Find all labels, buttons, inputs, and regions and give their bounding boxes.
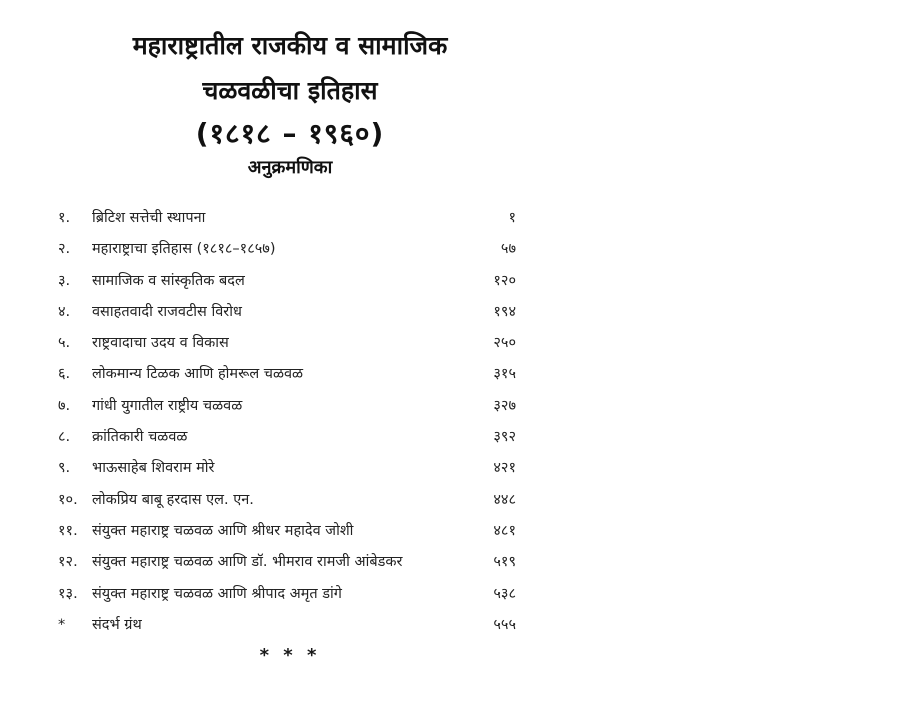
toc-number: ११. xyxy=(58,522,78,539)
contents-heading: अनुक्रमणिका xyxy=(247,157,333,178)
toc-number: ९. xyxy=(58,460,71,477)
toc-row xyxy=(58,547,520,578)
toc-number: १२. xyxy=(58,554,78,571)
toc-row xyxy=(58,610,520,641)
toc-page-number: १ xyxy=(508,210,516,226)
book-years: (१८१८ – १९६०) xyxy=(195,117,385,150)
toc-row xyxy=(58,422,520,453)
toc-page-number: ४८१ xyxy=(493,522,516,539)
toc-row xyxy=(58,328,520,359)
toc-row xyxy=(58,297,520,328)
toc-chapter-title: संदर्भ ग्रंथ xyxy=(92,616,142,633)
toc-page-number: १२० xyxy=(493,272,516,289)
toc-page-number: ३१५ xyxy=(493,366,516,383)
toc-chapter-title: संयुक्त महाराष्ट्र चळवळ आणि डॉ. भीमराव रामजी आंबेडकर xyxy=(92,554,403,571)
book-title-line-1: महाराष्ट्रातील राजकीय व सामाजिक xyxy=(132,31,448,60)
toc-chapter-title: लोकप्रिय बाबू हरदास एल. एन. xyxy=(92,491,254,508)
toc-number: ५. xyxy=(58,335,71,352)
toc-chapter-title: ब्रिटिश सत्तेची स्थापना xyxy=(92,210,206,226)
toc-page-number: ३२७ xyxy=(493,397,516,414)
toc-number: ७. xyxy=(58,397,71,414)
toc-page-number: ४४८ xyxy=(493,491,516,508)
toc-chapter-title: वसाहतवादी राजवटीस विरोध xyxy=(92,303,242,320)
toc-chapter-title: भाऊसाहेब शिवराम मोरे xyxy=(92,460,215,477)
toc-page-number: ३९२ xyxy=(493,429,516,446)
table-of-contents xyxy=(58,203,520,641)
toc-number: १. xyxy=(58,210,71,226)
toc-chapter-title: संयुक्त महाराष्ट्र चळवळ आणि श्रीपाद अमृत डांगे xyxy=(92,585,342,602)
toc-page-number: १९४ xyxy=(493,303,516,320)
toc-number: १३. xyxy=(58,585,78,602)
toc-page-number: २५० xyxy=(493,335,516,352)
toc-row xyxy=(58,266,520,297)
toc-page-number: ५३८ xyxy=(493,585,516,602)
toc-number: ४. xyxy=(58,303,71,320)
toc-number: * xyxy=(58,616,66,633)
footer-ornament: * * * xyxy=(259,645,321,666)
toc-row xyxy=(58,485,520,516)
toc-chapter-title: लोकमान्य टिळक आणि होमरूल चळवळ xyxy=(92,366,304,383)
toc-number: ६. xyxy=(58,366,71,383)
toc-number: ८. xyxy=(58,429,71,446)
toc-row xyxy=(58,391,520,422)
toc-page-number: ५७ xyxy=(500,241,516,258)
toc-row xyxy=(58,203,520,234)
toc-number: २. xyxy=(58,241,71,258)
toc-page-number: ४२१ xyxy=(493,460,516,477)
toc-page-number: ५५५ xyxy=(493,616,516,633)
toc-row xyxy=(58,579,520,610)
toc-page-number: ५१९ xyxy=(493,554,516,571)
toc-number: १०. xyxy=(58,491,78,508)
toc-row xyxy=(58,516,520,547)
toc-chapter-title: महाराष्ट्राचा इतिहास (१८१८–१८५७) xyxy=(92,241,276,258)
toc-chapter-title: गांधी युगातील राष्ट्रीय चळवळ xyxy=(92,397,243,414)
toc-row xyxy=(58,359,520,390)
toc-number: ३. xyxy=(58,272,71,289)
toc-chapter-title: संयुक्त महाराष्ट्र चळवळ आणि श्रीधर महादेव जोशी xyxy=(92,522,354,539)
toc-row xyxy=(58,234,520,265)
toc-chapter-title: सामाजिक व सांस्कृतिक बदल xyxy=(92,272,245,289)
toc-row xyxy=(58,453,520,484)
toc-chapter-title: राष्ट्रवादाचा उदय व विकास xyxy=(92,335,229,352)
book-title-line-2: चळवळीचा इतिहास xyxy=(202,76,378,105)
toc-chapter-title: क्रांतिकारी चळवळ xyxy=(92,429,188,446)
